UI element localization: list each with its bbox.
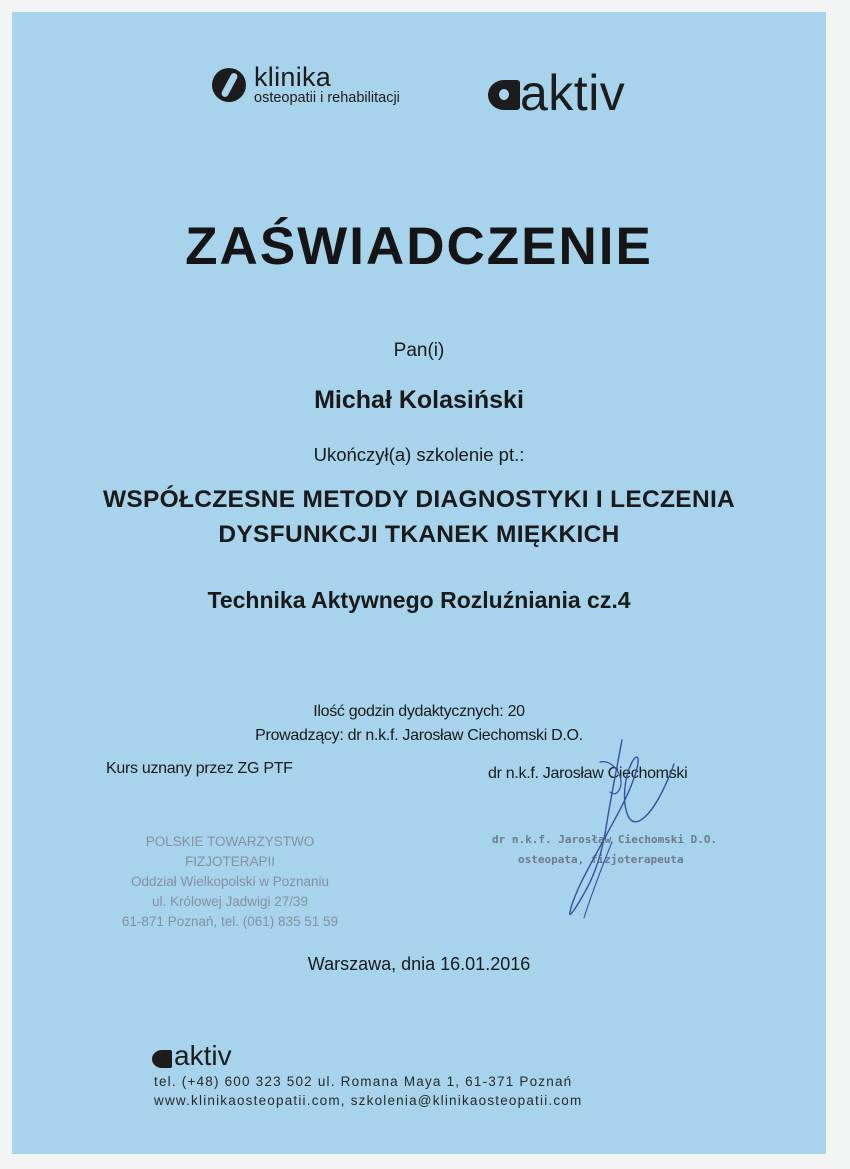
- place-date: Warszawa, dnia 16.01.2016: [307, 954, 531, 974]
- klinika-logo-name: klinika: [254, 62, 332, 92]
- klinika-logo-icon: [212, 68, 246, 102]
- course-subtitle: Technika Aktywnego Rozluźniania cz.4: [207, 587, 631, 613]
- signer-stamp-line2: osteopata, fizjoterapeuta: [518, 853, 684, 866]
- certificate-title: ZAŚWIADCZENIE: [185, 217, 653, 276]
- course-title: [12, 482, 826, 552]
- footer-aktiv-word: aktiv: [174, 1040, 232, 1071]
- footer-aktiv-icon: [152, 1050, 172, 1068]
- recognized-by-text: Kurs uznany przez ZG PTF: [106, 760, 293, 777]
- hours-text: Ilość godzin dydaktycznych: 20: [313, 703, 525, 720]
- klinika-logo-subtitle: osteopatii i rehabilitacji: [254, 90, 400, 106]
- salutation: Pan(i): [393, 340, 445, 361]
- aktiv-logo: [486, 65, 666, 121]
- recipient-name: Michał Kolasiński: [314, 386, 524, 414]
- course-title-line2: DYSFUNKCJI TKANEK MIĘKKICH: [218, 521, 620, 548]
- signer-stamp-line1: dr n.k.f. Jarosław Ciechomski D.O.: [492, 833, 718, 846]
- instructor-text: Prowadzący: dr n.k.f. Jarosław Ciechomski D.O.: [255, 727, 583, 744]
- footer-contact: tel. (+48) 600 323 502 ul. Romana Maya 1, 61-371 Poznań: [154, 1074, 573, 1089]
- ptf-stamp-line2: Oddział Wielkopolski w Poznaniu: [130, 874, 330, 889]
- signer-name: dr n.k.f. Jarosław Ciechomski: [488, 765, 688, 782]
- footer-web: www.klinikaosteopatii.com, szkolenia@klinikaosteopatii.com: [154, 1093, 583, 1108]
- course-info: [12, 700, 826, 748]
- certificate-sheet: [12, 12, 826, 1154]
- ptf-stamp: [100, 832, 360, 932]
- ptf-stamp-line1: POLSKIE TOWARZYSTWO FIZJOTERAPII: [145, 834, 315, 869]
- ptf-stamp-line3: ul. Królowej Jadwigi 27/39: [151, 894, 309, 909]
- aktiv-logo-icon: [488, 80, 520, 110]
- ptf-stamp-line4: 61-871 Poznań, tel. (061) 835 51 59: [121, 914, 339, 929]
- course-title-line1: WSPÓŁCZESNE METODY DIAGNOSTYKI I LECZENIA: [102, 486, 736, 513]
- handwritten-signature: [512, 732, 692, 932]
- completed-text: Ukończył(a) szkolenie pt.:: [313, 444, 525, 465]
- footer-aktiv-logo: [152, 1042, 262, 1072]
- aktiv-logo-word: aktiv: [520, 65, 626, 121]
